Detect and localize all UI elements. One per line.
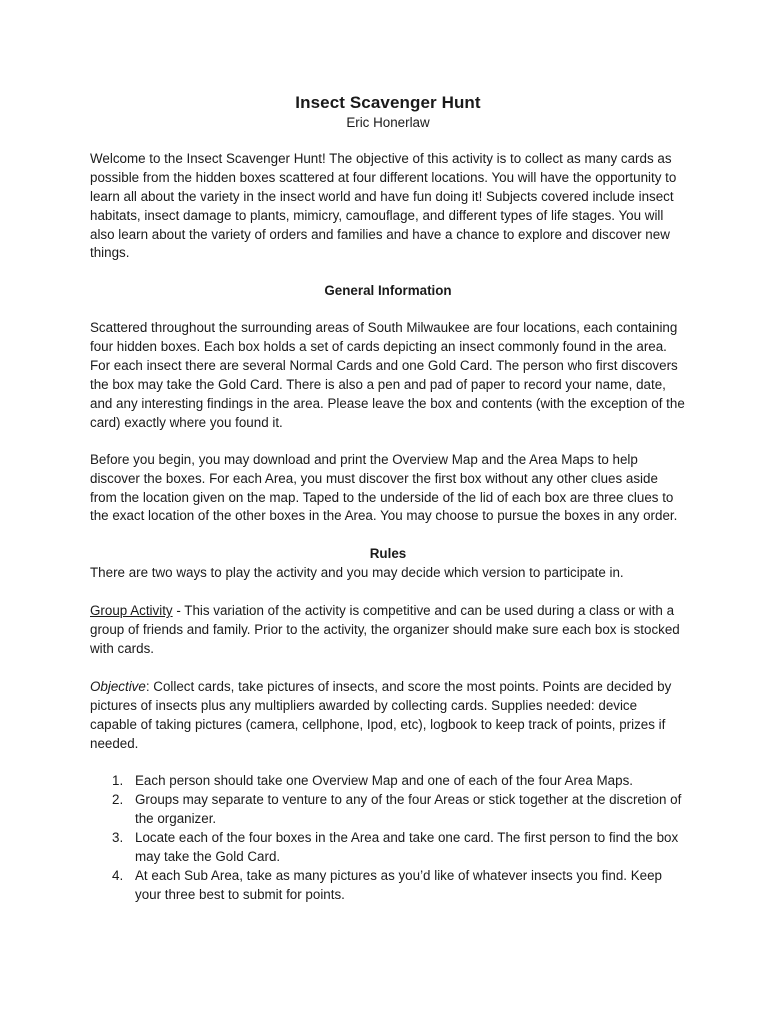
list-item-text: At each Sub Area, take as many pictures as you’d like of whatever insects you find. Keep your three best to submit for points. (135, 868, 662, 902)
list-item-number: 2. (112, 792, 124, 808)
objective-paragraph (90, 678, 686, 754)
rules-heading: Rules (369, 546, 407, 562)
document-title: Insect Scavenger Hunt (295, 93, 481, 112)
list-item (90, 829, 686, 867)
document-page (90, 92, 686, 905)
group-activity-label: Group Activity (90, 603, 173, 619)
list-item-text: Groups may separate to venture to any of the four Areas or stick together at the discretion of the organizer. (135, 792, 682, 827)
list-item-text: Locate each of the four boxes in the Area and take one card. The first person to find the box may take the Gold Card. (135, 830, 679, 865)
list-item (90, 791, 686, 829)
group-activity-paragraph (90, 602, 686, 659)
intro-paragraph: Welcome to the Insect Scavenger Hunt! The objective of this activity is to collect as many cards as possible from the hidden boxes scattered at four different locations. You will have the opportunity to learn all about the variety in the insect world and have fun doing it! Subjects covered include insect habitats, insect damage to plants, mimicry, camouflage, and different types of life stages. You will also learn about the variety of orders and families and have a chance to explore and discover new things. (90, 150, 677, 261)
list-item-number: 4. (112, 868, 124, 883)
list-item-number: 3. (112, 830, 124, 846)
steps-list (90, 772, 686, 904)
list-item (90, 867, 686, 905)
general-information-heading: General Information (324, 283, 452, 299)
objective-label: Objective (90, 678, 146, 694)
document-author: Eric Honerlaw (346, 115, 430, 130)
group-activity-text: - This variation of the activity is competitive and can be used during a class or with a group of friends and family. Prior to the activity, the organizer should make sure each box is stocked with cards. (90, 603, 680, 656)
rules-intro-paragraph: There are two ways to play the activity and you may decide which version to participate in. (90, 565, 624, 581)
general-information-paragraph-2: Before you begin, you may download and print the Overview Map and the Area Maps to help discover the boxes. For each Area, you must discover the first box without any other clues aside from the location given on the map. Taped to the underside of the lid of each box are three clues to the exact location of the other boxes in the Area. You may choose to pursue the boxes in any order. (90, 451, 678, 524)
objective-text: : Collect cards, take pictures of insects, and score the most points. Points are decided by pictures of insects plus any multipliers awarded by collecting cards. Supplies needed: device capable of taking pictures (camera, cellphone, Ipod, etc), logbook to keep track of points, prizes if needed. (90, 678, 672, 751)
list-item (90, 772, 686, 791)
list-item-number: 1. (112, 773, 124, 789)
list-item-text: Each person should take one Overview Map and one of each of the four Area Maps. (135, 773, 633, 789)
general-information-paragraph-1: Scattered throughout the surrounding areas of South Milwaukee are four locations, each containing four hidden boxes. Each box holds a set of cards depicting an insect commonly found in the area. For each insect there are several Normal Cards and one Gold Card. The person who first discovers the box may take the Gold Card. There is also a pen and pad of paper to record your name, date, and any interesting findings in the area. Please leave the box and contents (with the exception of the card) exactly where you found it. (90, 320, 685, 430)
